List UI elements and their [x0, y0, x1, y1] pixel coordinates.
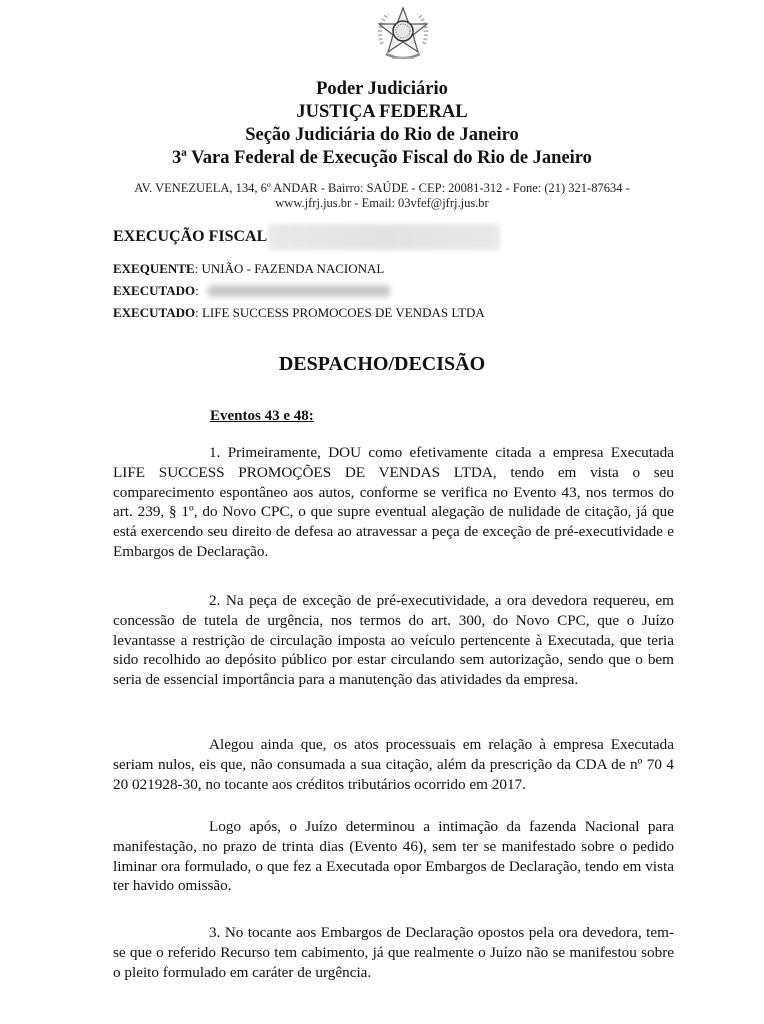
- header-judiciary: Poder Judiciário: [316, 79, 448, 99]
- party-exequente: EXEQUENTE: UNIÃO - FAZENDA NACIONAL: [113, 261, 385, 276]
- redacted-case-number: [268, 224, 500, 250]
- redacted-party-name: [208, 285, 390, 297]
- party-role: EXECUTADO: [113, 283, 196, 298]
- paragraph: 1. Primeiramente, DOU como efetivamente citada a empresa Executada LIFE SUCCESS PROMOÇÕES DE VENDAS LTDA, tendo em vista o seu comparecimento espontâneo aos autos, conforme se verifica no Evento 43, nos termos do art. 239, § 1º, do Novo CPC, o que supre eventual alegação de nulidade de citação, já que está exercendo seu direito de defesa ao atravessar a peça de exceção de pré-executividade e Embargos de Declaração.: [113, 444, 674, 560]
- header-judicial-section: Seção Judiciária do Rio de Janeiro: [245, 125, 519, 145]
- header-court: 3ª Vara Federal de Execução Fiscal do Rio de Janeiro: [172, 148, 592, 168]
- paragraph: Logo após, o Juízo determinou a intimação da fazenda Nacional para manifestação, no prazo de trinta dias (Evento 46), sem ter se manifestado sobre o pedido liminar ora formulado, o que fez a Executada opor Embargos de Declaração, tendo em vista ter havido omissão.: [113, 818, 674, 895]
- party-name: LIFE SUCCESS PROMOCOES DE VENDAS LTDA: [201, 305, 485, 320]
- paragraph: 2. Na peça de exceção de pré-executividade, a ora devedora requereu, em concessão de tutela de urgência, nos termos do art. 300, do Novo CPC, que o Juízo levantasse a restrição de circulação imposta ao veículo pertencente à Executada, que teria sido recolhido ao depósito público por estar circulando sem autorização, sendo que o bem seria de essencial importância para a manutenção das atividades da empresa.: [113, 592, 674, 689]
- header-federal-justice: JUSTIÇA FEDERAL: [296, 102, 468, 122]
- coat-of-arms-icon: [372, 4, 434, 68]
- party-executado: EXECUTADO: LIFE SUCCESS PROMOCOES DE VENDAS LTDA: [113, 305, 485, 320]
- party-name: UNIÃO - FAZENDA NACIONAL: [201, 261, 385, 276]
- party-role: EXEQUENTE: [113, 261, 195, 276]
- document-title: DESPACHO/DECISÃO: [278, 353, 486, 375]
- court-address: AV. VENEZUELA, 134, 6º ANDAR - Bairro: SAÚDE - CEP: 20081-312 - Fone: (21) 321-87634 -: [134, 181, 630, 195]
- court-contact: www.jfrj.jus.br - Email: 03vfef@jfrj.jus.br: [275, 196, 489, 210]
- case-type: EXECUÇÃO FISCAL: [113, 228, 268, 245]
- events-heading: Eventos 43 e 48:: [210, 408, 314, 424]
- party-role: EXECUTADO: [113, 305, 196, 320]
- paragraph: 3. No tocante aos Embargos de Declaração opostos pela ora devedora, tem-se que o referido Recurso tem cabimento, já que realmente o Juízo não se manifestou sobre o pleito formulado em caráter de urgência.: [113, 924, 674, 981]
- paragraph: Alegou ainda que, os atos processuais em relação à empresa Executada seriam nulos, eis que, não consumada a sua citação, além da prescrição da CDA de nº 70 4 20 021928-30, no tocante aos créditos tributários ocorrido em 2017.: [113, 736, 674, 793]
- party-executado-redacted: EXECUTADO:: [113, 283, 199, 298]
